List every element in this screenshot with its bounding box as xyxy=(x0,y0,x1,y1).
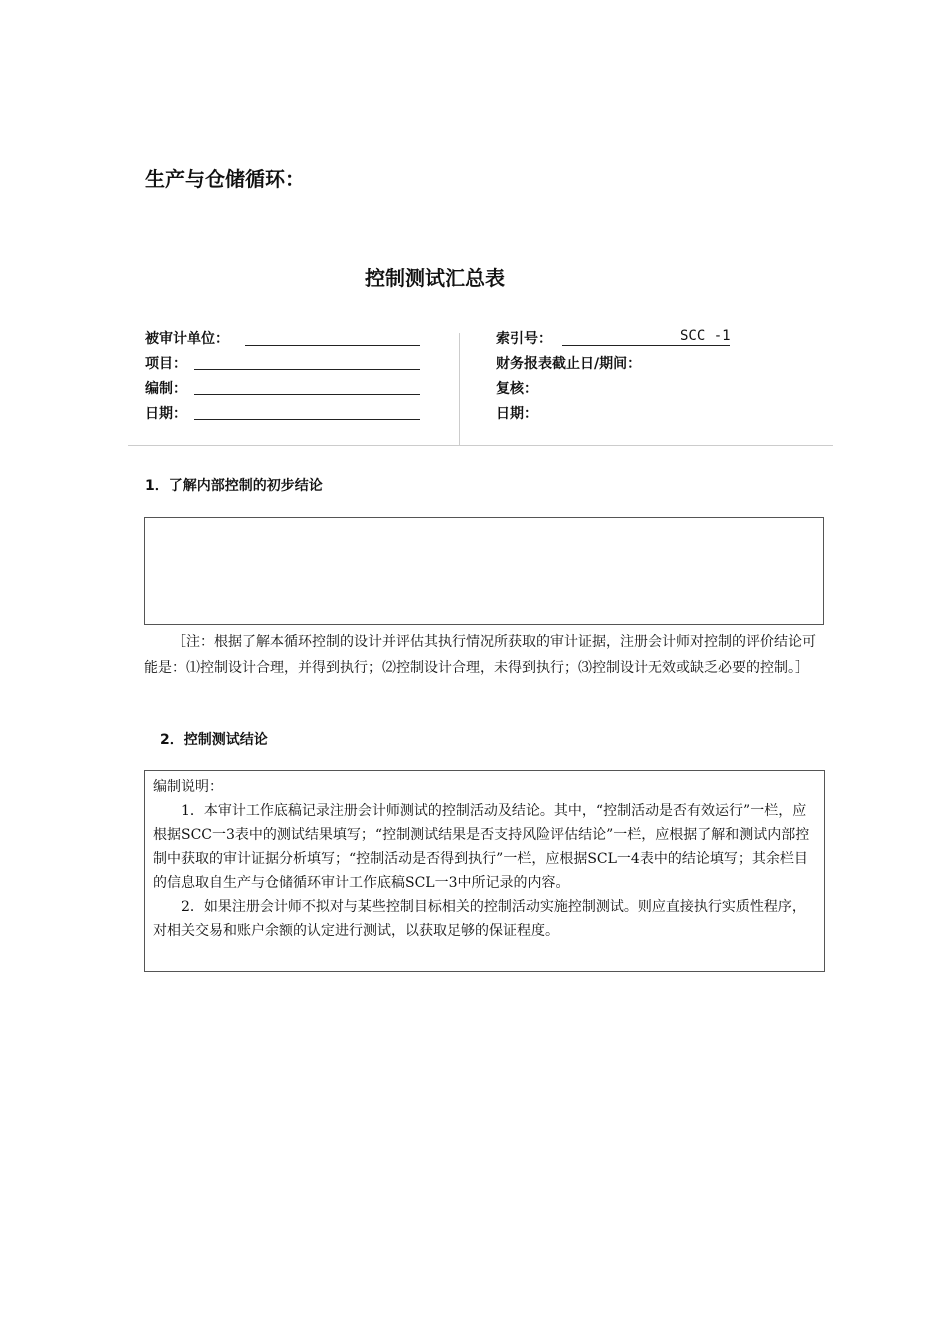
prepare-date-label: 日期： xyxy=(145,406,187,422)
project-field[interactable] xyxy=(194,369,420,370)
instructions-box xyxy=(144,770,825,972)
project-label: 项目： xyxy=(145,356,187,372)
review-date-label: 日期： xyxy=(496,406,538,422)
section1-note: ［注：根据了解本循环控制的设计并评估其执行情况所获取的审计证据，注册会计师对控制的评价结论可能是：⑴控制设计合理，并得到执行；⑵控制设计合理，未得到执行；⑶控制设计无效或缺乏必要的控制。］ xyxy=(144,634,816,676)
section1-title: 1．了解内部控制的初步结论 xyxy=(145,478,323,494)
instructions-paragraph-2: 2．如果注册会计师不拟对与某些控制目标相关的控制活动实施控制测试。则应直接执行实质性程序，对相关交易和账户余额的认定进行测试，以获取足够的保证程度。 xyxy=(153,899,806,939)
auditee-field[interactable] xyxy=(245,345,420,346)
header-bottom-divider xyxy=(128,445,833,446)
period-label: 财务报表截止日/期间： xyxy=(496,356,642,372)
index-value: SCC -1 xyxy=(680,328,731,344)
instructions-paragraph-1: 1．本审计工作底稿记录注册会计师测试的控制活动及结论。其中，“控制活动是否有效运行”一栏，应根据SCC一3表中的测试结果填写；“控制测试结果是否支持风险评估结论”一栏，应根据了解和测试内部控制中获取的审计证据分析填写；“控制活动是否得到执行”一栏，应根据SCL一4表中的结论填写；其余栏目的信息取自生产与仓储循环审计工作底稿SCL一3中所记录的内容。 xyxy=(153,803,810,891)
prepare-date-field[interactable] xyxy=(194,419,420,420)
sheet-title: 控制测试汇总表 xyxy=(365,266,505,290)
cycle-title: 生产与仓储循环： xyxy=(145,167,305,191)
preliminary-conclusion-box[interactable] xyxy=(144,517,824,625)
reviewer-label: 复核： xyxy=(496,381,538,397)
instructions-heading: 编制说明： xyxy=(153,779,223,795)
preparer-field[interactable] xyxy=(194,394,420,395)
index-field[interactable] xyxy=(562,345,730,346)
index-label: 索引号： xyxy=(496,331,552,347)
preparer-label: 编制： xyxy=(145,381,187,397)
auditee-label: 被审计单位： xyxy=(145,331,229,347)
header-column-divider xyxy=(459,333,460,445)
section2-title: 2．控制测试结论 xyxy=(160,732,268,748)
